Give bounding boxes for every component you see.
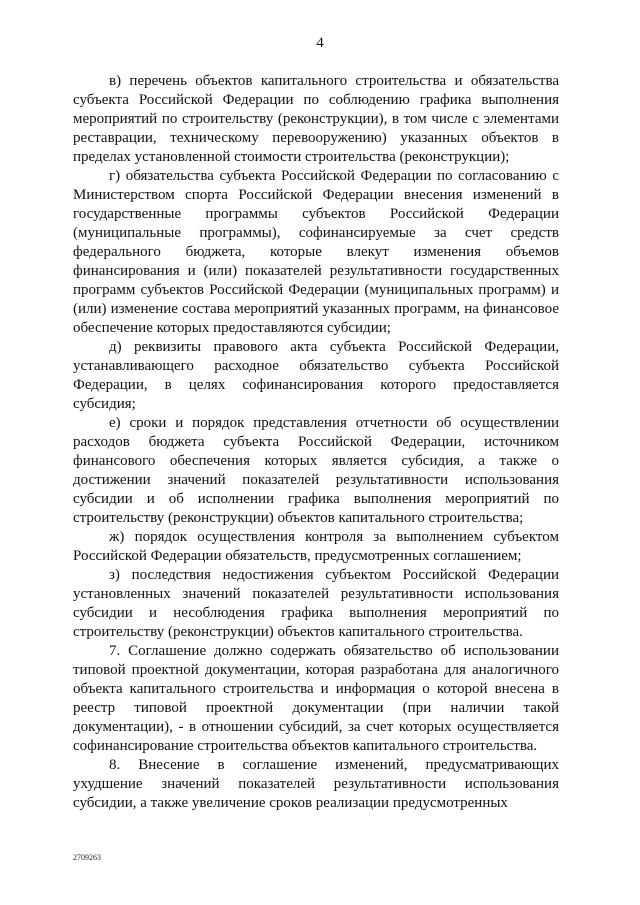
document-code: 2709263 [73, 853, 101, 862]
paragraph-8: 8. Внесение в соглашение изменений, предусматривающих ухудшение значений показателей результативности использования субсидии, а также увеличение сроков реализации предусмотренных [73, 757, 559, 811]
paragraph-7: 7. Соглашение должно содержать обязательство об использовании типовой проектной документации, которая разработана для аналогичного объекта капитального строительства и информация о которой внесена в реестр типовой проектной документации (при наличии такой документации), - в отношении субсидий, за счет которых осуществляется софинансирование строительства объектов капитального строительства. [73, 643, 559, 754]
paragraph-g: г) обязательства субъекта Российской Федерации по согласованию с Министерством спорта Российской Федерации внесения изменений в государственные программы субъектов Российской Федерации (муниципальные программы), софинансируемые за счет средств федерального бюджета, которые влекут изменения объемов финансирования и (или) показателей результативности государственных программ субъектов Российской Федерации (муниципальных программ) и (или) изменение состава мероприятий указанных программ, на финансовое обеспечение которых предоставляются субсидии; [73, 168, 559, 336]
paragraph-d: д) реквизиты правового акта субъекта Российской Федерации, устанавливающего расходное обязательство субъекта Российской Федерации, в целях софинансирования которого предоставляется субсидия; [73, 339, 559, 412]
paragraph-zh: ж) порядок осуществления контроля за выполнением субъектом Российской Федерации обязательств, предусмотренных соглашением; [73, 529, 559, 564]
document-body [73, 72, 559, 813]
paragraph-e: е) сроки и порядок представления отчетности об осуществлении расходов бюджета субъекта Российской Федерации, источником финансового обеспечения которых является субсидия, а также о достижении значений показателей результативности использования субсидии и об исполнении графика выполнения мероприятий по строительству (реконструкции) объектов капитального строительства; [73, 415, 559, 526]
paragraph-v: в) перечень объектов капитального строительства и обязательства субъекта Российской Федерации по соблюдению графика выполнения мероприятий по строительству (реконструкции), в том числе с элементами реставрации, техническому перевооружению) указанных объектов в пределах установленной стоимости строительства (реконструкции); [73, 73, 559, 165]
page-number: 4 [316, 35, 324, 51]
paragraph-z: з) последствия недостижения субъектом Российской Федерации установленных значений показателей результативности использования субсидии и несоблюдения графика выполнения мероприятий по строительству (реконструкции) объектов капитального строительства. [73, 567, 559, 640]
